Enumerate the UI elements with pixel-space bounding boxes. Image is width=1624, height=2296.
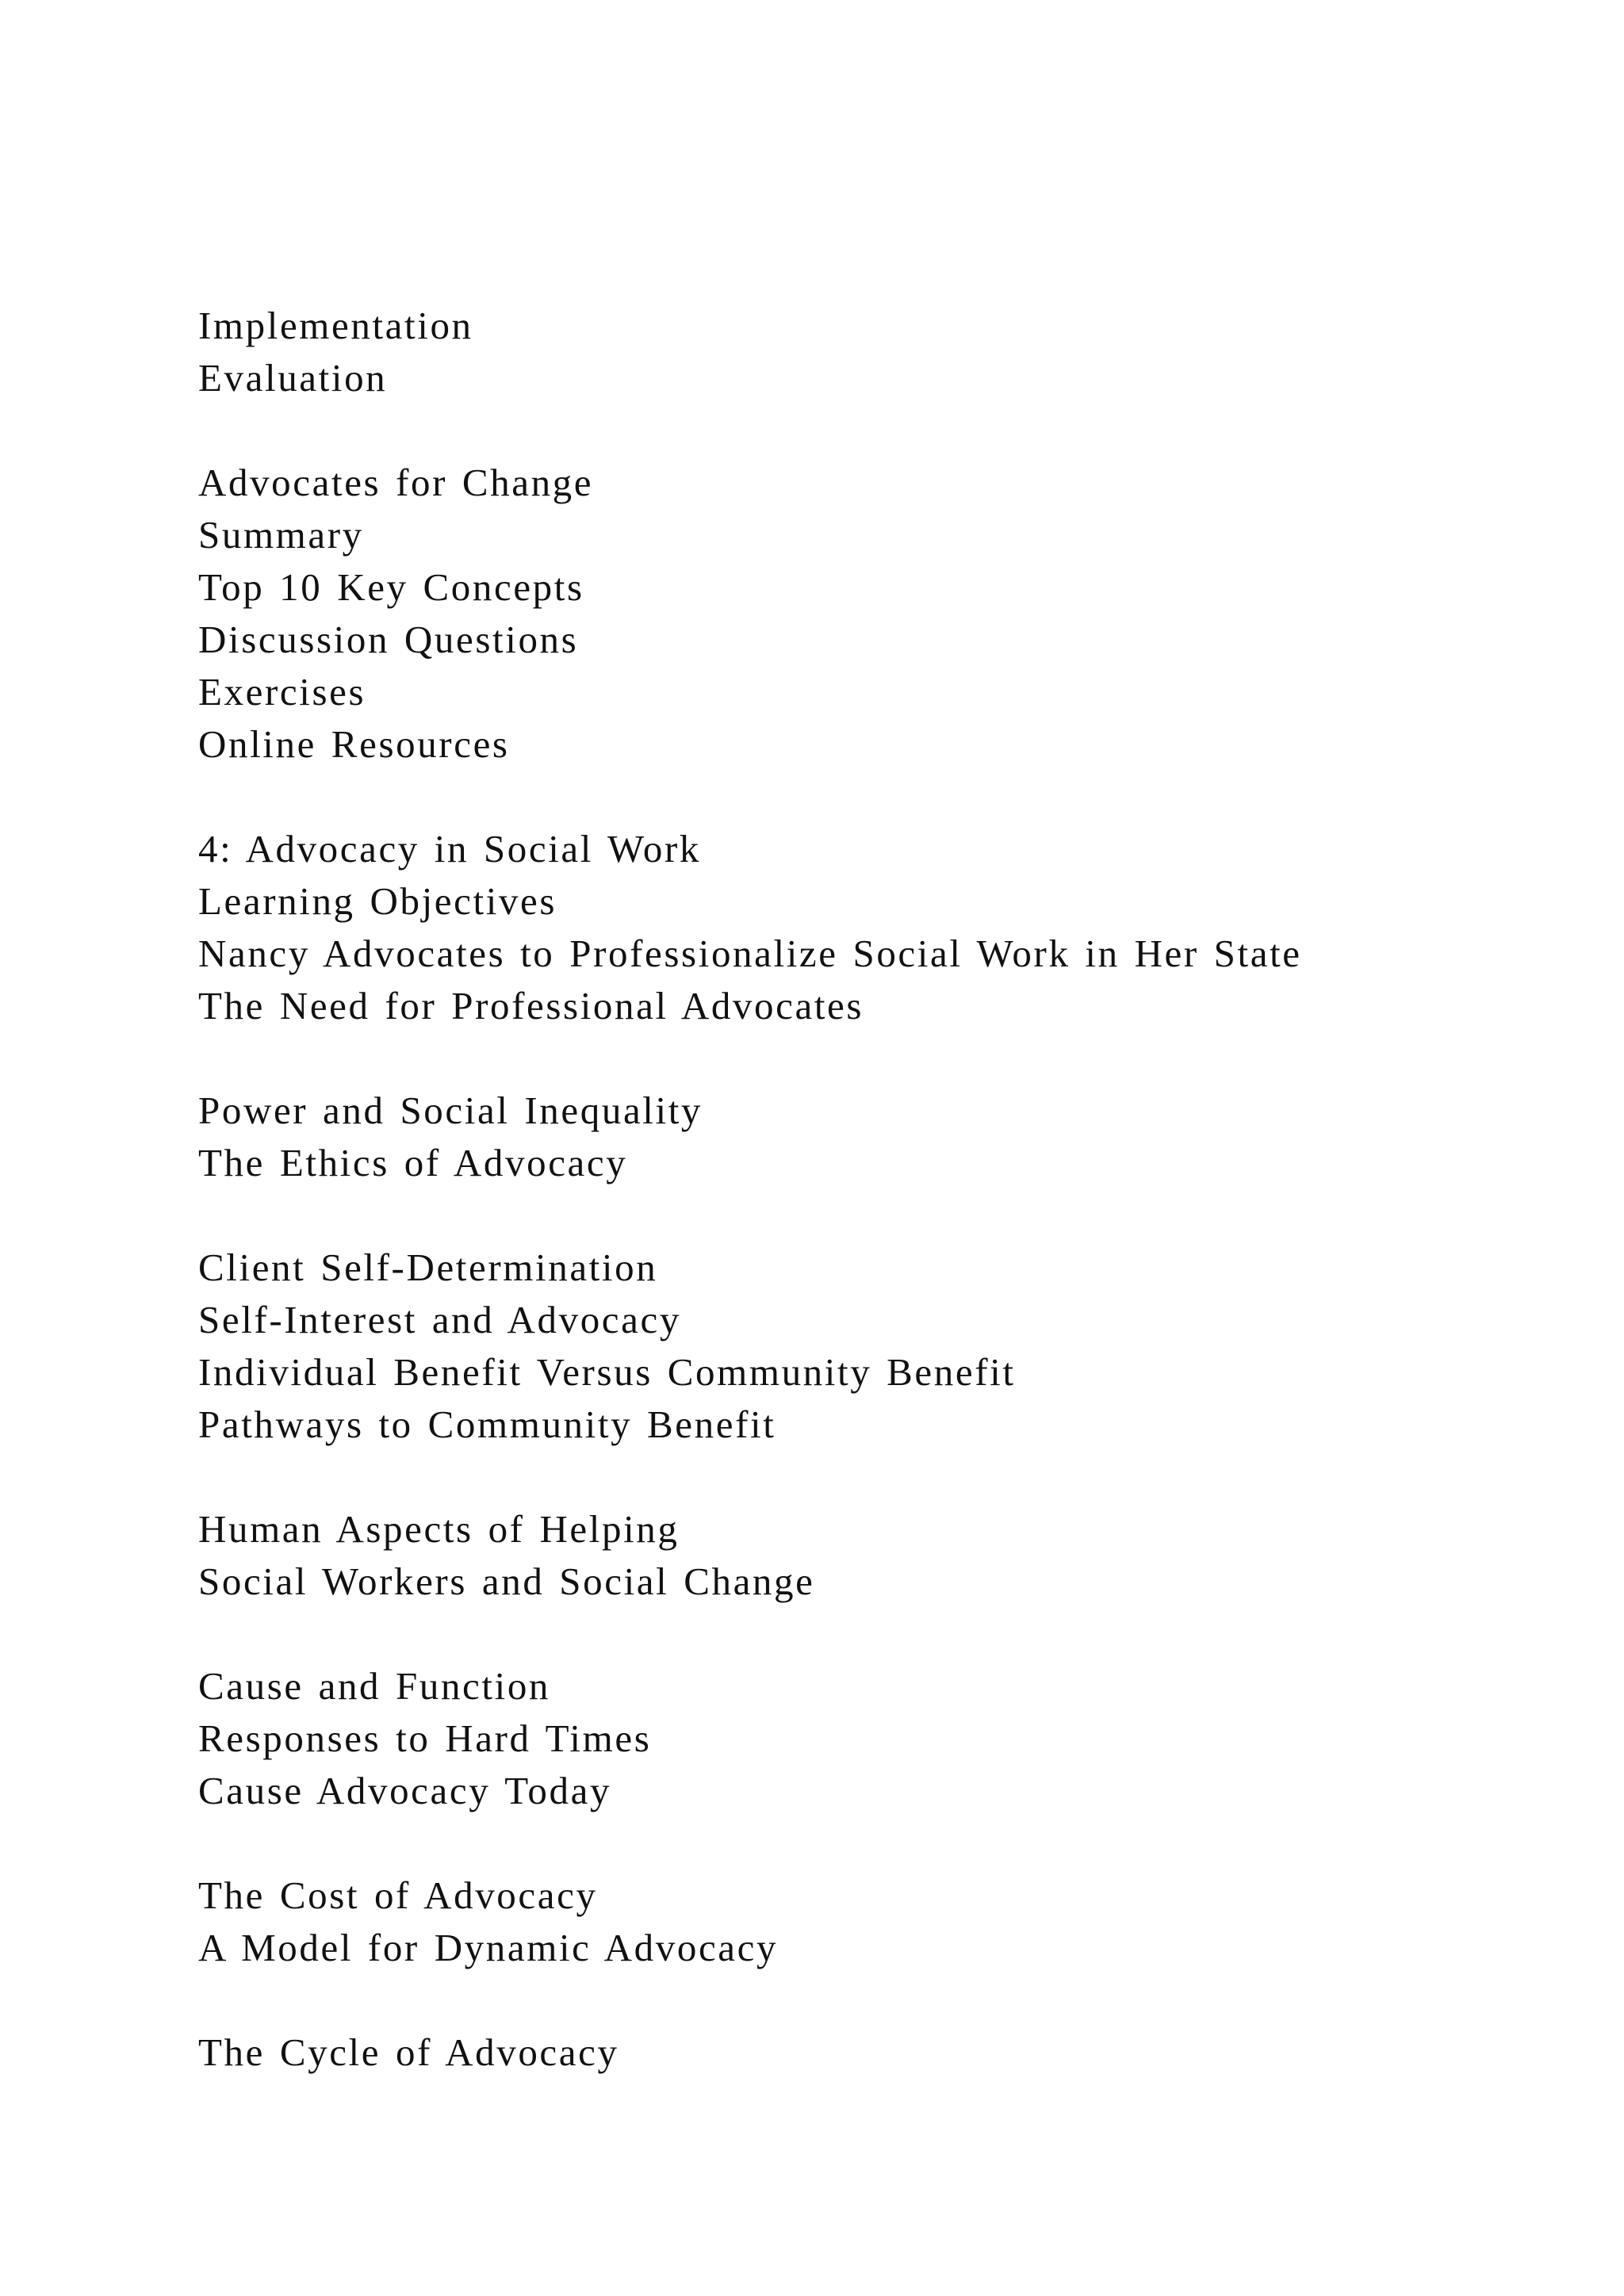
toc-line: Pathways to Community Benefit	[198, 1402, 776, 1446]
blank-line	[198, 404, 1594, 457]
blank-line	[198, 1451, 1594, 1503]
toc-line: The Ethics of Advocacy	[198, 1141, 628, 1184]
chapter-heading: 4: Advocacy in Social Work	[198, 827, 701, 871]
blank-line	[198, 1189, 1594, 1242]
blank-line	[198, 771, 1594, 823]
toc-line: Top 10 Key Concepts	[198, 565, 584, 609]
toc-line: Learning Objectives	[198, 879, 557, 923]
toc-line: Individual Benefit Versus Community Benefit	[198, 1350, 1016, 1394]
toc-line: Online Resources	[198, 722, 510, 766]
toc-line: Advocates for Change	[198, 461, 594, 504]
toc-line: A Model for Dynamic Advocacy	[198, 1926, 779, 1969]
toc-line: Cause Advocacy Today	[198, 1769, 612, 1812]
blank-line	[198, 1032, 1594, 1085]
toc-line: Exercises	[198, 670, 366, 714]
toc-line: The Need for Professional Advocates	[198, 984, 864, 1027]
toc-line: Human Aspects of Helping	[198, 1507, 680, 1551]
toc-line: The Cycle of Advocacy	[198, 2030, 619, 2074]
toc-line: Evaluation	[198, 356, 388, 400]
toc-line: Nancy Advocates to Professionalize Social Work in Her State	[198, 932, 1302, 975]
toc-line: Social Workers and Social Change	[198, 1559, 815, 1603]
toc-line: The Cost of Advocacy	[198, 1873, 598, 1917]
toc-line: Self-Interest and Advocacy	[198, 1298, 681, 1341]
toc-line: Responses to Hard Times	[198, 1716, 652, 1760]
toc-line: Power and Social Inequality	[198, 1089, 703, 1132]
blank-line	[198, 1817, 1594, 1869]
blank-line	[198, 1974, 1594, 2026]
toc-line: Summary	[198, 513, 364, 557]
toc-line: Discussion Questions	[198, 618, 579, 661]
table-of-contents-text	[198, 300, 1594, 2079]
toc-line: Cause and Function	[198, 1664, 551, 1708]
toc-line: Client Self-Determination	[198, 1246, 658, 1289]
blank-line	[198, 1608, 1594, 1660]
toc-line: Implementation	[198, 304, 473, 347]
